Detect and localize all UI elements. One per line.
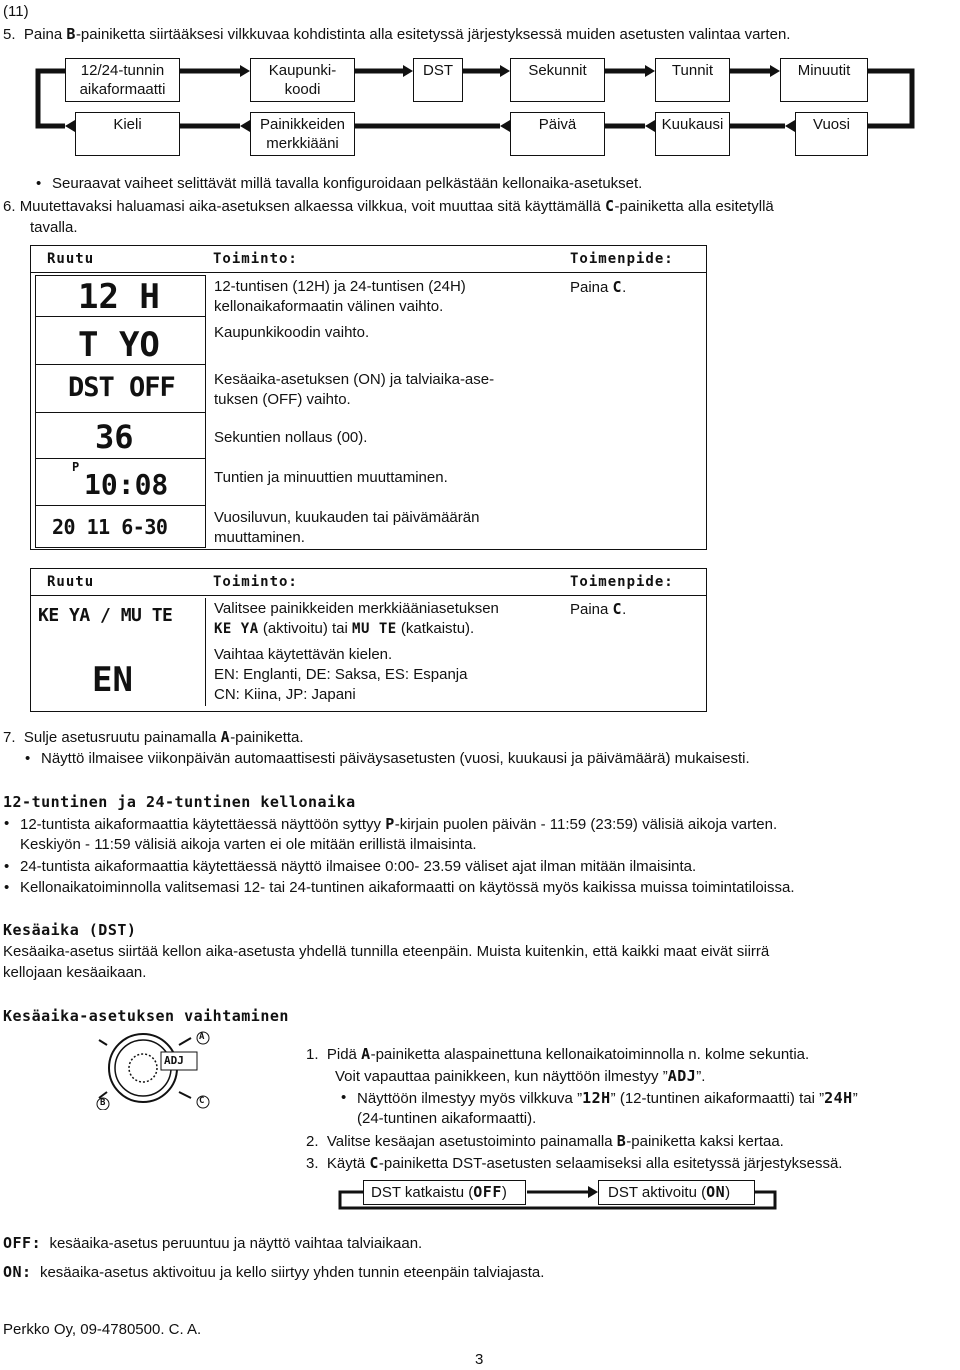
flow-box-1224: 12/24-tunnin aikaformaatti	[65, 58, 180, 102]
step-6: 6. Muutettavaksi haluamasi aika-asetuksen alkaessa vilkkua, voit muuttaa sitä käyttämällä C-painiketta alla esitetyllä	[3, 197, 774, 215]
table2-row2-text: Vaihtaa käytettävän kielen. EN: Englanti, DE: Saksa, ES: Espanja CN: Kiina, JP: Japani	[214, 646, 468, 703]
watch-label-a: A	[199, 1032, 205, 1042]
table1-row1-text: 12-tuntisen (12H) ja 24-tuntisen (24H) kellonaikaformaatin välinen vaihto.	[214, 278, 466, 315]
dst-step-1: 1. Pidä A-painiketta alaspainettuna kellonaikatoiminnolla n. kolme sekuntia.	[306, 1045, 810, 1063]
dst-off-box: DST katkaistu (OFF)	[363, 1180, 526, 1205]
note-7: • Näyttö ilmaisee viikonpäivän automaattisesti päiväysasetusten (vuosi, kuukausi ja päivämäärä) mukaisesti.	[41, 749, 750, 769]
watch-illustration	[95, 1030, 215, 1110]
dst-step-1-line2: Voit vapauttaa painikkeen, kun näyttöön ilmestyy ”ADJ”.	[335, 1067, 706, 1085]
step-7: 7. Sulje asetusruutu painamalla A-painiketta.	[3, 728, 304, 746]
sec-dst-line1: Kesäaika-asetus siirtää kellon aika-asetusta yhdellä tunnilla eteenpäin. Muista kuitenkin, että kaikki maat eivät siirrä	[3, 943, 770, 960]
section-dst-change-title: Kesäaika-asetuksen vaihtaminen	[3, 1007, 289, 1025]
on-explanation: ON: kesäaika-asetus aktivoituu ja kello siirtyy yhden tunnin eteenpäin talviajasta.	[3, 1263, 545, 1281]
flow-box-day: Päivä	[510, 112, 605, 156]
lcd-keya-mute: KE YA / MU TE	[38, 605, 173, 626]
dst-step-3: 3. Käytä C-painiketta DST-asetusten selaamiseksi alla esitetyssä järjestyksessä.	[306, 1154, 843, 1172]
dst-on-box: DST aktivoitu (ON)	[598, 1180, 755, 1205]
step-6-line2: tavalla.	[30, 219, 78, 236]
lcd-date: 20 11 6-30	[52, 515, 168, 539]
table1-header-function: Toiminto:	[213, 251, 298, 267]
page-header: (11)	[3, 3, 29, 20]
sec1224-bullet2: • 24-tuntista aikaformaattia käytettäessä näyttö ilmaisee 0:00- 23.59 väliset ajat ilman mitään ilmaisinta.	[20, 857, 696, 877]
section-dst-title: Kesäaika (DST)	[3, 921, 137, 939]
table2-row1-line2: KE YA (aktivoitu) tai MU TE (katkaistu).	[214, 620, 475, 637]
sec1224-bullet1: • 12-tuntista aikaformaattia käytettäessä näyttöön syttyy P-kirjain puolen päivän - 11:59 (23:59) välisiä aikoja varten.	[20, 814, 777, 835]
table1-action: Paina C.	[570, 278, 627, 296]
flow-box-dst: DST	[413, 58, 463, 102]
table2-action: Paina C.	[570, 600, 627, 618]
table1-row3-text: Kesäaika-asetuksen (ON) ja talviaika-ase- tuksen (OFF) vaihto.	[214, 371, 495, 408]
flow-box-beep: Painikkeiden merkkiääni	[250, 112, 355, 156]
flow-box-language: Kieli	[75, 112, 180, 156]
watch-display-adj: ADJ	[164, 1054, 184, 1067]
off-explanation: OFF: kesäaika-asetus peruuntuu ja näyttö vaihtaa talviaikaan.	[3, 1234, 423, 1252]
lcd-12h: 12 H	[78, 277, 160, 317]
flow-box-minutes: Minuutit	[780, 58, 868, 102]
flow-box-hours: Tunnit	[655, 58, 730, 102]
lcd-en: EN	[92, 660, 133, 700]
sec-dst-line2: kellojaan kesäaikaan.	[3, 964, 147, 981]
lcd-1008: 10:08	[84, 468, 169, 501]
lcd-36: 36	[95, 418, 134, 456]
watch-label-c: C	[199, 1096, 205, 1106]
table1-header-action: Toimenpide:	[570, 251, 674, 267]
lcd-tyo: T YO	[78, 325, 160, 365]
table2-row1-line1: Valitsee painikkeiden merkkiääniasetuksen	[214, 600, 499, 617]
flow-box-seconds: Sekunnit	[510, 58, 605, 102]
section-1224-title: 12-tuntinen ja 24-tuntinen kellonaika	[3, 793, 356, 811]
step-5: 5. Paina B-painiketta siirtääksesi vilkkuvaa kohdistinta alla esitetyssä järjestyksessä muiden asetusten valintaa varten.	[3, 25, 791, 43]
flow-box-citycode: Kaupunki- koodi	[250, 58, 355, 102]
sec1224-bullet1-line2: Keskiyön - 11:59 välisiä aikoja varten ei ole mitään erillistä ilmaisinta.	[20, 836, 477, 853]
dst-step-1-bullet: • Näyttöön ilmestyy myös vilkkuva ”12H” (12-tuntinen aikaformaatti) tai ”24H”	[357, 1088, 858, 1109]
flow-box-month: Kuukausi	[655, 112, 730, 156]
flow-box-year: Vuosi	[795, 112, 868, 156]
table1-row4-text: Sekuntien nollaus (00).	[214, 429, 368, 446]
table2-header-function: Toiminto:	[213, 574, 298, 590]
lcd-p-indicator: P	[72, 460, 80, 474]
table2-header-screen: Ruutu	[47, 574, 95, 590]
dst-step-2: 2. Valitse kesäajan asetustoiminto painamalla B-painiketta kaksi kertaa.	[306, 1132, 784, 1150]
table1-row5-text: Tuntien ja minuuttien muuttaminen.	[214, 469, 448, 486]
lcd-dst-off: DST OFF	[68, 372, 175, 403]
footer: Perkko Oy, 09-4780500. C. A.	[3, 1321, 202, 1338]
table1-header-screen: Ruutu	[47, 251, 95, 267]
note-1: • Seuraavat vaiheet selittävät millä tavalla konfiguroidaan pelkästään kellonaika-asetukset.	[52, 174, 642, 194]
watch-label-b: B	[100, 1098, 106, 1108]
table1-row6-text: Vuosiluvun, kuukauden tai päivämäärän muuttaminen.	[214, 509, 480, 546]
dst-step-1-bullet-line2: (24-tuntinen aikaformaatti).	[357, 1110, 537, 1127]
sec1224-bullet3: • Kellonaikatoiminnolla valitsemasi 12- tai 24-tuntinen aikaformaatti on käytössä myös kaikissa muissa toimintatiloissa.	[20, 878, 795, 898]
page-number: 3	[475, 1351, 484, 1368]
table1-row2-text: Kaupunkikoodin vaihto.	[214, 324, 370, 341]
table2-header-action: Toimenpide:	[570, 574, 674, 590]
